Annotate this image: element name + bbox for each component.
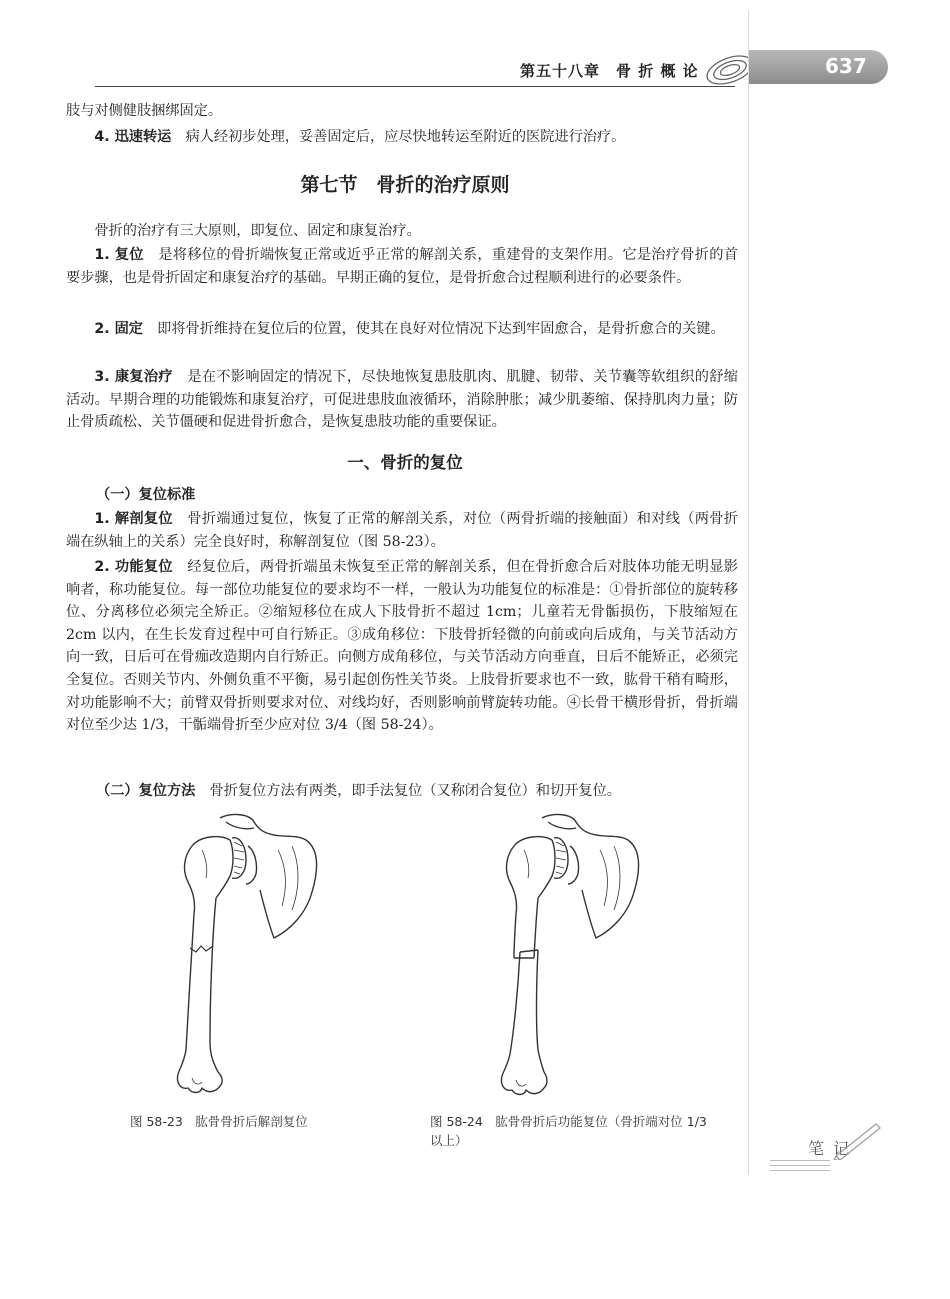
item-text: 病人经初步处理，妥善固定后，应尽快地转运至附近的医院进行治疗。 xyxy=(185,129,626,145)
paragraph-anatomical xyxy=(66,508,738,553)
chapter-title: 第五十八章 骨 折 概 论 xyxy=(520,62,699,80)
item-label: 1. 解剖复位 xyxy=(94,511,173,527)
header-rule xyxy=(95,86,735,87)
paragraph-functional xyxy=(66,556,738,737)
figure-caption: 图 58-23 肱骨骨折后解剖复位 xyxy=(130,1114,308,1129)
item-text: 是在不影响固定的情况下，尽快地恢复患肢肌肉、肌腱、韧带、关节囊等软组织的舒缩活动。早期合理的功能锻炼和康复治疗，可促进患肢血液循环，消除肿胀；减少肌萎缩、保持肌肉力量；防止骨质疏松、关节僵硬和促进骨折愈合，是恢复患肢功能的重要保证。 xyxy=(66,369,738,431)
item-text: 是将移位的骨折端恢复正常或近乎正常的解剖关系，重建骨的支架作用。它是治疗骨折的首要步骤，也是骨折固定和康复治疗的基础。早期正确的复位，是骨折愈合过程顺利进行的必要条件。 xyxy=(66,247,738,286)
page-number: 637 xyxy=(825,54,867,78)
humerus-anatomical-reduction-illustration xyxy=(170,810,330,1100)
subsection-methods-title: （二）复位方法 xyxy=(96,783,196,799)
paragraph-reduction xyxy=(66,244,738,289)
paragraph-rehab xyxy=(66,366,738,434)
item-label: 2. 功能复位 xyxy=(94,559,173,575)
item-text: 即将骨折维持在复位后的位置，使其在良好对位情况下达到牢固愈合，是骨折愈合的关键。 xyxy=(157,321,725,337)
subsection-title: 一、骨折的复位 xyxy=(347,453,463,472)
section-title: 第七节 骨折的治疗原则 xyxy=(300,174,510,196)
figure-caption: 图 58-24 肱骨骨折后功能复位（骨折端对位 1/3 以上） xyxy=(430,1114,707,1148)
page-number-tab xyxy=(748,50,888,84)
item-label: 1. 复位 xyxy=(94,247,144,263)
subsection-standards-title: （一）复位标准 xyxy=(96,487,196,503)
item-label: 3. 康复治疗 xyxy=(94,369,173,385)
paragraph-fixation xyxy=(66,318,738,341)
paragraph-transport xyxy=(66,126,738,149)
item-text: 骨折端通过复位，恢复了正常的解剖关系，对位（两骨折端的接触面）和对线（两骨折端在纵轴上的关系）完全良好时，称解剖复位（图 58-23）。 xyxy=(66,511,738,550)
humerus-functional-reduction-illustration xyxy=(488,810,648,1100)
paragraph-methods xyxy=(96,780,738,803)
paragraph-intro: 骨折的治疗有三大原则，即复位、固定和康复治疗。 xyxy=(94,223,421,239)
paragraph-continued: 肢与对侧健肢捆绑固定。 xyxy=(66,103,223,119)
item-label: 4. 迅速转运 xyxy=(94,129,172,145)
item-label: 2. 固定 xyxy=(94,321,143,337)
margin-note-lines xyxy=(770,1160,830,1175)
pen-icon xyxy=(832,1120,882,1160)
item-text: 骨折复位方法有两类，即手法复位（又称闭合复位）和切开复位。 xyxy=(209,783,621,799)
margin-notes-label: 笔 记 xyxy=(808,1139,852,1158)
item-text: 经复位后，两骨折端虽未恢复至正常的解剖关系，但在骨折愈合后对肢体功能无明显影响者，称功能复位。每一部位功能复位的要求均不一样，一般认为功能复位的标准是：①骨折部位的旋转移位、分离移位必须完全矫正。②缩短移位在成人下肢骨折不超过 1cm；儿童若无骨骺损伤，下肢缩短在 2cm 以内，在生长发育过程中可自行矫正。③成角移位：下肢骨折轻微的向前或向后成角，与关节活动方向一致，日后可在骨痂改造期内自行矫正。向侧方成角移位，与关节活动方向垂直，日后不能矫正，必须完全复位。否则关节内、外侧负重不平衡，易引起创伤性关节炎。上肢骨折要求也不一致，肱骨干稍有畸形，对功能影响不大；前臂双骨折则要求对位、对线均好，否则影响前臂旋转功能。④长骨干横形骨折，骨折端对位至少达 1/3，干骺端骨折至少应对位 3/4（图 58-24）。 xyxy=(66,559,738,734)
